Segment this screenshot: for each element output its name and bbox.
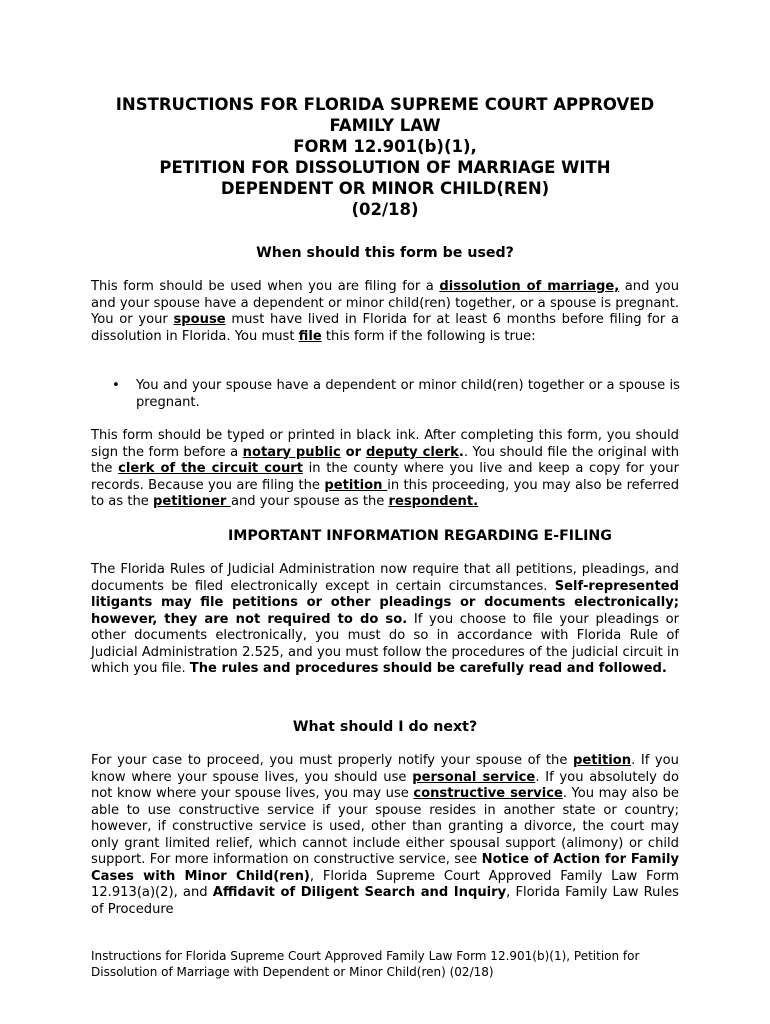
text: This form should be typed or printed in black ink. After completing this form, you should sign the form before a [91,428,679,460]
term-petition: petition [324,477,388,493]
term-spouse: spouse [173,312,226,327]
term-clerk-of-the-circuit-court: clerk of the circuit court [118,461,304,476]
term-personal-service: personal service [412,769,536,785]
text: in the county where you live and keep a copy for your records. Because you are filing the [91,461,679,493]
text: . You may also be able to use constructive service if your spouse resides in another state or country; however, if constructive service is used, other than granting a divorce, the court may only grant limited relief, which cannot include either spousal support (alimony) or child support. For more information on constructive service, see [91,786,679,867]
form-reference-notice-of-action: Notice of Action for Family Cases with Minor Child(ren) [91,852,680,884]
term-dissolution-of-marriage: dissolution of marriage, [439,279,620,294]
title-line: INSTRUCTIONS FOR FLORIDA SUPREME COURT APPROVED [115,95,655,114]
text: and your spouse as the [230,494,389,509]
section-heading-e-filing: IMPORTANT INFORMATION REGARDING E-FILING [228,528,612,544]
document-title [90,94,680,220]
paragraph-next-steps [91,753,679,918]
section-heading-when: When should this form be used? [256,245,514,261]
bullet-text: You and your spouse have a dependent or minor child(ren) together or a spouse is pregnant. [136,378,680,410]
text: , Florida Family Law Rules of Procedure [91,885,679,917]
text: . You should file the original with the [91,444,680,476]
emphasis-self-represented: Self-represented litigants may file petitions or other pleadings or documents electronically; however, they are not required to do so. [91,578,679,627]
paragraph-e-filing [91,562,679,678]
text: . [458,444,464,460]
text: The Florida Rules of Judicial Administration now require that all petitions, pleadings, and documents be filed electronically except in certain circumstances. [91,562,679,594]
footer-line: Dissolution of Marriage with Dependent or Minor Child(ren) (02/18) [91,964,494,979]
term-petitioner: petitioner [152,494,231,509]
title-line: PETITION FOR DISSOLUTION OF MARRIAGE WITH [159,158,611,177]
term-notary-public: notary public [242,444,341,460]
form-reference-affidavit: Affidavit of Diligent Search and Inquiry [212,885,507,900]
text: If you choose to file your pleadings or other documents electronically, you must do so in accordance with Florida Rule of Judicial Administration 2.525, and you must follow the procedures of the judicial circuit in which you file. [91,611,679,676]
text: This form should be used when you are filing for a [91,279,440,294]
text: and you and your spouse have a dependent or minor child(ren) together, or a spouse is pregnant. You or your [91,279,679,327]
footer-line: Instructions for Florida Supreme Court Approved Family Law Form 12.901(b)(1), Petition for [91,949,640,963]
text: . If you absolutely do not know where your spouse lives, you may use [91,769,679,801]
text: For your case to proceed, you must properly notify your spouse of the [91,753,573,768]
text: , Florida Supreme Court Approved Family Law Form 12.913(a)(2), and [91,868,679,900]
page-footer [91,949,691,980]
term-petition: petition [572,753,632,768]
title-line: DEPENDENT OR MINOR CHILD(REN) [220,179,550,198]
paragraph-when-used [91,279,679,345]
bullet-icon: • [112,378,120,393]
bullet-item [112,378,680,411]
term-respondent: respondent. [388,494,479,509]
paragraph-typed-or-printed [91,428,679,511]
text: . If you know where your spouse lives, you should use [91,753,679,785]
term-file: file [298,328,322,344]
term-constructive-service: constructive service [413,786,563,801]
title-line: (02/18) [351,200,419,219]
emphasis-rules-procedures: The rules and procedures should be carefully read and followed. [189,661,667,676]
text: in this proceeding, you may also be referred to as the [91,477,680,509]
term-deputy-clerk: deputy clerk [365,444,459,460]
section-heading-next: What should I do next? [292,719,478,735]
text: must have lived in Florida for at least 6 months before filing for a dissolution in Florida. You must [91,312,680,344]
text: this form if the following is true: [321,328,536,344]
title-line: FORM 12.901(b)(1), [293,137,477,156]
title-line: FAMILY LAW [329,116,441,135]
text: or [340,444,366,460]
